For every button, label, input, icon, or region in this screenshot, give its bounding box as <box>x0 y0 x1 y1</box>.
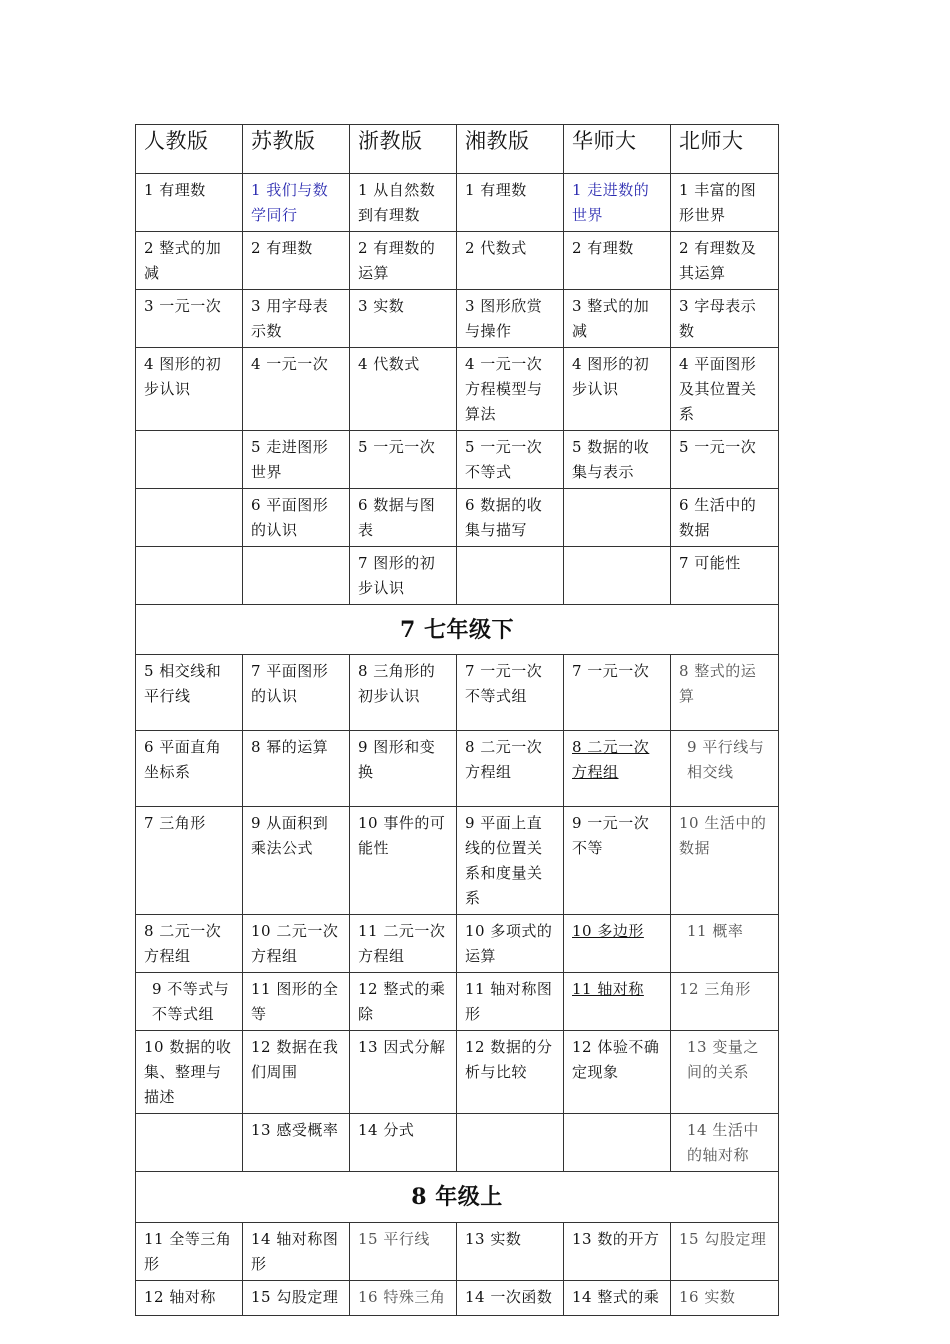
table-cell: 4 平面图形及其位置关系 <box>671 348 779 431</box>
table-cell: 14 一次函数 <box>457 1281 564 1316</box>
table-row <box>136 431 779 489</box>
table-cell: 2 代数式 <box>457 232 564 290</box>
table-cell: 11 概率 <box>671 915 779 973</box>
table-cell: 2 有理数及其运算 <box>671 232 779 290</box>
table-cell: 4 一元一次 <box>243 348 350 431</box>
table-row <box>136 174 779 232</box>
table-cell: 1 我们与数学同行 <box>243 174 350 232</box>
table-cell: 8 二元一次方程组 <box>564 731 671 807</box>
table-cell: 12 轴对称 <box>136 1281 243 1316</box>
table-row <box>136 973 779 1031</box>
table-cell: 8 三角形的初步认识 <box>350 655 457 731</box>
table-row <box>136 731 779 807</box>
table-cell: 11 轴对称图形 <box>457 973 564 1031</box>
table-cell: 1 丰富的图形世界 <box>671 174 779 232</box>
table-cell: 11 图形的全等 <box>243 973 350 1031</box>
table-cell: 10 生活中的数据 <box>671 807 779 915</box>
table-cell: 14 分式 <box>350 1114 457 1172</box>
table-cell <box>243 547 350 605</box>
table-cell: 4 一元一次方程模型与算法 <box>457 348 564 431</box>
table-cell <box>564 1114 671 1172</box>
table-row <box>136 290 779 348</box>
table-cell: 7 图形的初步认识 <box>350 547 457 605</box>
table-cell: 7 平面图形的认识 <box>243 655 350 731</box>
section-title: 7 七年级下 <box>136 605 779 655</box>
table-row <box>136 232 779 290</box>
table-cell: 3 实数 <box>350 290 457 348</box>
table-row <box>136 547 779 605</box>
table-cell: 8 二元一次方程组 <box>136 915 243 973</box>
table-cell: 8 幂的运算 <box>243 731 350 807</box>
table-cell: 16 特殊三角 <box>350 1281 457 1316</box>
table-cell: 10 数据的收集、整理与描述 <box>136 1031 243 1114</box>
header-cell: 人教版 <box>136 125 243 174</box>
table-cell: 10 事件的可能性 <box>350 807 457 915</box>
table-cell <box>564 547 671 605</box>
table-cell: 1 走进数的世界 <box>564 174 671 232</box>
section-row <box>136 1172 779 1223</box>
table-cell: 11 二元一次方程组 <box>350 915 457 973</box>
table-cell <box>136 1114 243 1172</box>
table-cell: 7 一元一次不等式组 <box>457 655 564 731</box>
section-title: 8 年级上 <box>136 1172 779 1223</box>
table-row <box>136 1114 779 1172</box>
table-cell: 3 用字母表示数 <box>243 290 350 348</box>
table-cell: 4 图形的初步认识 <box>136 348 243 431</box>
table-cell: 4 图形的初步认识 <box>564 348 671 431</box>
header-cell: 浙教版 <box>350 125 457 174</box>
table-cell: 5 走进图形世界 <box>243 431 350 489</box>
table-cell: 12 数据的分析与比较 <box>457 1031 564 1114</box>
table-cell: 10 二元一次方程组 <box>243 915 350 973</box>
table-cell: 6 数据与图表 <box>350 489 457 547</box>
table-cell: 11 全等三角形 <box>136 1223 243 1281</box>
table-cell: 3 图形欣赏与操作 <box>457 290 564 348</box>
table-cell: 11 轴对称 <box>564 973 671 1031</box>
table-cell: 1 有理数 <box>136 174 243 232</box>
table-cell: 5 一元一次 <box>350 431 457 489</box>
table-cell: 7 一元一次 <box>564 655 671 731</box>
header-cell: 苏教版 <box>243 125 350 174</box>
table-cell <box>457 547 564 605</box>
section-row <box>136 605 779 655</box>
table-cell: 9 一元一次不等 <box>564 807 671 915</box>
table-cell: 5 数据的收集与表示 <box>564 431 671 489</box>
table-cell: 15 平行线 <box>350 1223 457 1281</box>
table-cell: 6 数据的收集与描写 <box>457 489 564 547</box>
table-cell: 13 变量之间的关系 <box>671 1031 779 1114</box>
table-cell <box>136 489 243 547</box>
textbook-comparison-table <box>135 124 779 1316</box>
table-cell: 10 多边形 <box>564 915 671 973</box>
table-cell: 2 整式的加减 <box>136 232 243 290</box>
table-row <box>136 1223 779 1281</box>
header-row <box>136 125 779 174</box>
table-cell: 2 有理数 <box>243 232 350 290</box>
table-cell: 14 轴对称图形 <box>243 1223 350 1281</box>
table-row <box>136 348 779 431</box>
table-cell: 5 一元一次不等式 <box>457 431 564 489</box>
table-cell: 13 数的开方 <box>564 1223 671 1281</box>
table-cell: 12 整式的乘除 <box>350 973 457 1031</box>
table-cell <box>457 1114 564 1172</box>
table-cell: 10 多项式的运算 <box>457 915 564 973</box>
table-cell: 12 数据在我们周围 <box>243 1031 350 1114</box>
table-cell: 13 感受概率 <box>243 1114 350 1172</box>
table-cell: 9 平行线与相交线 <box>671 731 779 807</box>
header-cell: 北师大 <box>671 125 779 174</box>
table-cell <box>564 489 671 547</box>
table-cell: 15 勾股定理 <box>671 1223 779 1281</box>
table-cell: 5 相交线和平行线 <box>136 655 243 731</box>
table-cell <box>136 431 243 489</box>
table-row <box>136 915 779 973</box>
table-cell: 6 平面图形的认识 <box>243 489 350 547</box>
table-cell: 3 一元一次 <box>136 290 243 348</box>
table-cell: 8 二元一次方程组 <box>457 731 564 807</box>
table-row <box>136 489 779 547</box>
table-cell: 13 实数 <box>457 1223 564 1281</box>
table-cell: 14 生活中的轴对称 <box>671 1114 779 1172</box>
table-cell: 9 从面积到乘法公式 <box>243 807 350 915</box>
table-cell: 7 可能性 <box>671 547 779 605</box>
table-cell: 5 一元一次 <box>671 431 779 489</box>
table-cell: 9 图形和变换 <box>350 731 457 807</box>
table-cell: 6 生活中的数据 <box>671 489 779 547</box>
table-cell: 15 勾股定理 <box>243 1281 350 1316</box>
table-cell: 1 有理数 <box>457 174 564 232</box>
table-cell: 14 整式的乘 <box>564 1281 671 1316</box>
table-cell: 4 代数式 <box>350 348 457 431</box>
table-cell: 3 字母表示数 <box>671 290 779 348</box>
table-cell: 16 实数 <box>671 1281 779 1316</box>
table-cell: 1 从自然数到有理数 <box>350 174 457 232</box>
table-cell <box>136 547 243 605</box>
header-cell: 湘教版 <box>457 125 564 174</box>
table-cell: 9 不等式与不等式组 <box>136 973 243 1031</box>
table-row <box>136 1031 779 1114</box>
table-cell: 7 三角形 <box>136 807 243 915</box>
table-cell: 12 体验不确定现象 <box>564 1031 671 1114</box>
table-cell: 12 三角形 <box>671 973 779 1031</box>
table-row <box>136 655 779 731</box>
table-row <box>136 807 779 915</box>
table-row <box>136 1281 779 1316</box>
table-cell: 2 有理数的运算 <box>350 232 457 290</box>
table-cell: 8 整式的运算 <box>671 655 779 731</box>
table-cell: 9 平面上直线的位置关系和度量关系 <box>457 807 564 915</box>
table-cell: 13 因式分解 <box>350 1031 457 1114</box>
table-cell: 6 平面直角坐标系 <box>136 731 243 807</box>
header-cell: 华师大 <box>564 125 671 174</box>
table-cell: 2 有理数 <box>564 232 671 290</box>
table-cell: 3 整式的加减 <box>564 290 671 348</box>
